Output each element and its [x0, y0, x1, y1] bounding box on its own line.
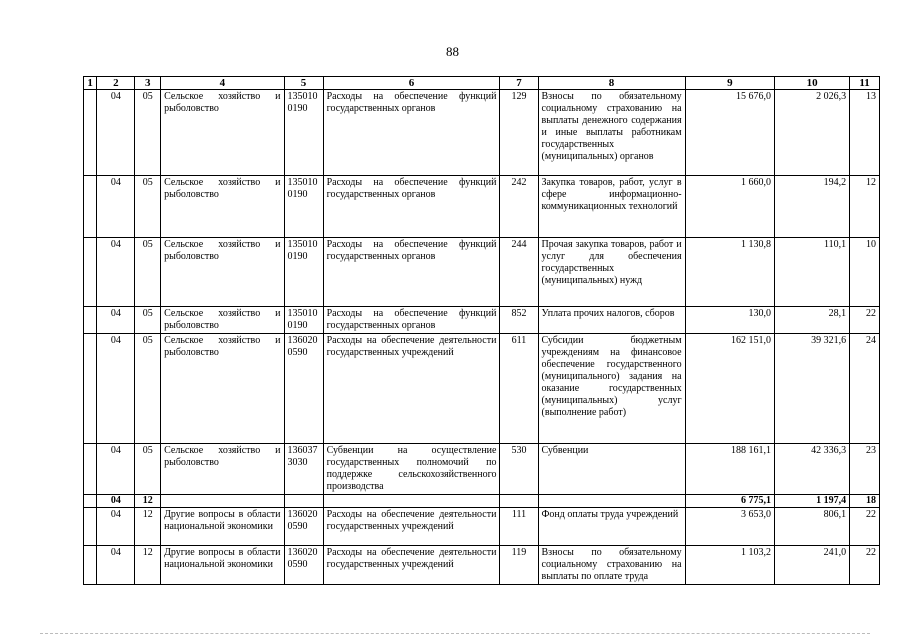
header-row — [84, 77, 880, 90]
cell-subsection: 05 — [135, 238, 161, 307]
cell-target-code: 135010 0190 — [284, 307, 323, 334]
cell-subsection: 05 — [135, 334, 161, 444]
cell-section: 04 — [97, 546, 135, 585]
cell-plan: 1 130,8 — [685, 238, 774, 307]
column-header: 8 — [538, 77, 685, 90]
table-row — [84, 307, 880, 334]
cell-subsection: 12 — [135, 546, 161, 585]
column-header: 4 — [161, 77, 284, 90]
cell — [84, 90, 97, 176]
column-header: 5 — [284, 77, 323, 90]
table-row — [84, 546, 880, 585]
cell-expense-code: 111 — [500, 508, 538, 546]
cell-expense-name: Взносы по обязательному социальному страхованию на выплаты по оплате труда — [538, 546, 685, 585]
cell-actual: 806,1 — [775, 508, 850, 546]
cell-actual: 42 336,3 — [775, 444, 850, 495]
cell-percent: 18 — [850, 495, 880, 508]
cell-expense-name: Фонд оплаты труда учреждений — [538, 508, 685, 546]
cell-expense-code: 530 — [500, 444, 538, 495]
cell-target-code: 135010 0190 — [284, 90, 323, 176]
cell-expense-name: Субвенции — [538, 444, 685, 495]
cell-target-name: Расходы на обеспечение деятельности государственных учреждений — [323, 334, 500, 444]
cell-expense-code: 129 — [500, 90, 538, 176]
cell-section: 04 — [97, 495, 135, 508]
cell-expense-code: 611 — [500, 334, 538, 444]
table-row — [84, 176, 880, 238]
cell-section: 04 — [97, 444, 135, 495]
column-header: 1 — [84, 77, 97, 90]
cell — [84, 444, 97, 495]
table-row — [84, 238, 880, 307]
cell-expense-code — [500, 495, 538, 508]
column-header: 2 — [97, 77, 135, 90]
cell — [84, 176, 97, 238]
cell-expense-code: 852 — [500, 307, 538, 334]
cell-target-name: Расходы на обеспечение деятельности государственных учреждений — [323, 508, 500, 546]
cell-section-name: Сельское хозяйство и рыболовство — [161, 444, 284, 495]
cell-subsection: 05 — [135, 307, 161, 334]
subtotal-row — [84, 495, 880, 508]
cell-target-name: Субвенции на осуществление государственных полномочий по поддержке сельскохозяйственного производства — [323, 444, 500, 495]
cell-plan: 130,0 — [685, 307, 774, 334]
cell-section-name: Другие вопросы в области национальной экономики — [161, 508, 284, 546]
cell-target-name — [323, 495, 500, 508]
cell-actual: 2 026,3 — [775, 90, 850, 176]
cell-percent: 12 — [850, 176, 880, 238]
cell-section: 04 — [97, 90, 135, 176]
cell-section: 04 — [97, 176, 135, 238]
cell-subsection: 12 — [135, 508, 161, 546]
cell-target-code: 136020 0590 — [284, 334, 323, 444]
cell — [84, 495, 97, 508]
cell-target-name: Расходы на обеспечение функций государственных органов — [323, 90, 500, 176]
cell-subsection: 05 — [135, 90, 161, 176]
cell-expense-name: Взносы по обязательному социальному страхованию на выплаты денежного содержания и иные выплаты работникам государственных (муниципальных) органов — [538, 90, 685, 176]
page-number: 88 — [446, 44, 459, 59]
cell-plan: 162 151,0 — [685, 334, 774, 444]
cell-percent: 22 — [850, 307, 880, 334]
cell-expense-name: Закупка товаров, работ, услуг в сфере информационно-коммуникационных технологий — [538, 176, 685, 238]
budget-table — [83, 76, 880, 585]
cell-section-name: Сельское хозяйство и рыболовство — [161, 334, 284, 444]
cell-target-code — [284, 495, 323, 508]
column-header: 11 — [850, 77, 880, 90]
cell-section: 04 — [97, 238, 135, 307]
cell-plan: 6 775,1 — [685, 495, 774, 508]
column-header: 7 — [500, 77, 538, 90]
cell-plan: 188 161,1 — [685, 444, 774, 495]
cell-target-code: 135010 0190 — [284, 176, 323, 238]
column-header: 9 — [685, 77, 774, 90]
cell — [84, 238, 97, 307]
cell-section-name: Сельское хозяйство и рыболовство — [161, 238, 284, 307]
cell-target-code: 136020 0590 — [284, 508, 323, 546]
cell-percent: 22 — [850, 546, 880, 585]
cell-expense-name: Прочая закупка товаров, работ и услуг для обеспечения государственных (муниципальных) нужд — [538, 238, 685, 307]
cell-section: 04 — [97, 307, 135, 334]
table-row — [84, 334, 880, 444]
cell-plan: 3 653,0 — [685, 508, 774, 546]
cell — [84, 508, 97, 546]
cell-actual: 194,2 — [775, 176, 850, 238]
cell-percent: 22 — [850, 508, 880, 546]
cell-plan: 15 676,0 — [685, 90, 774, 176]
cell-actual: 28,1 — [775, 307, 850, 334]
cell-section-name: Сельское хозяйство и рыболовство — [161, 90, 284, 176]
cell-section: 04 — [97, 334, 135, 444]
cell-expense-name: Субсидии бюджетным учреждениям на финансовое обеспечение государственного (муниципального) задания на оказание государственных (муниципальных) услуг (выполнение работ) — [538, 334, 685, 444]
cell-actual: 241,0 — [775, 546, 850, 585]
cell-section: 04 — [97, 508, 135, 546]
cell — [84, 334, 97, 444]
cell-target-code: 135010 0190 — [284, 238, 323, 307]
cell-target-name: Расходы на обеспечение деятельности государственных учреждений — [323, 546, 500, 585]
cell-expense-name: Уплата прочих налогов, сборов — [538, 307, 685, 334]
cell-section-name: Сельское хозяйство и рыболовство — [161, 176, 284, 238]
cell-plan: 1 660,0 — [685, 176, 774, 238]
cell-percent: 23 — [850, 444, 880, 495]
column-header: 10 — [775, 77, 850, 90]
cell-percent: 10 — [850, 238, 880, 307]
cell-target-code: 136037 3030 — [284, 444, 323, 495]
cell-section-name: Другие вопросы в области национальной экономики — [161, 546, 284, 585]
cell-section-name: Сельское хозяйство и рыболовство — [161, 307, 284, 334]
cell — [84, 546, 97, 585]
cell-actual: 110,1 — [775, 238, 850, 307]
cell — [84, 307, 97, 334]
cell-plan: 1 103,2 — [685, 546, 774, 585]
cell-expense-code: 244 — [500, 238, 538, 307]
cell-expense-code: 119 — [500, 546, 538, 585]
cell-target-name: Расходы на обеспечение функций государственных органов — [323, 238, 500, 307]
column-header: 6 — [323, 77, 500, 90]
cell-subsection: 12 — [135, 495, 161, 508]
cell-actual: 39 321,6 — [775, 334, 850, 444]
cell-target-name: Расходы на обеспечение функций государственных органов — [323, 176, 500, 238]
cell-section-name — [161, 495, 284, 508]
cell-subsection: 05 — [135, 444, 161, 495]
cell-expense-name — [538, 495, 685, 508]
cell-subsection: 05 — [135, 176, 161, 238]
scan-artifact-line — [40, 633, 870, 635]
cell-target-name: Расходы на обеспечение функций государственных органов — [323, 307, 500, 334]
cell-expense-code: 242 — [500, 176, 538, 238]
cell-percent: 24 — [850, 334, 880, 444]
table-row — [84, 90, 880, 176]
cell-target-code: 136020 0590 — [284, 546, 323, 585]
table-row — [84, 508, 880, 546]
column-header: 3 — [135, 77, 161, 90]
cell-percent: 13 — [850, 90, 880, 176]
cell-actual: 1 197,4 — [775, 495, 850, 508]
table-row — [84, 444, 880, 495]
